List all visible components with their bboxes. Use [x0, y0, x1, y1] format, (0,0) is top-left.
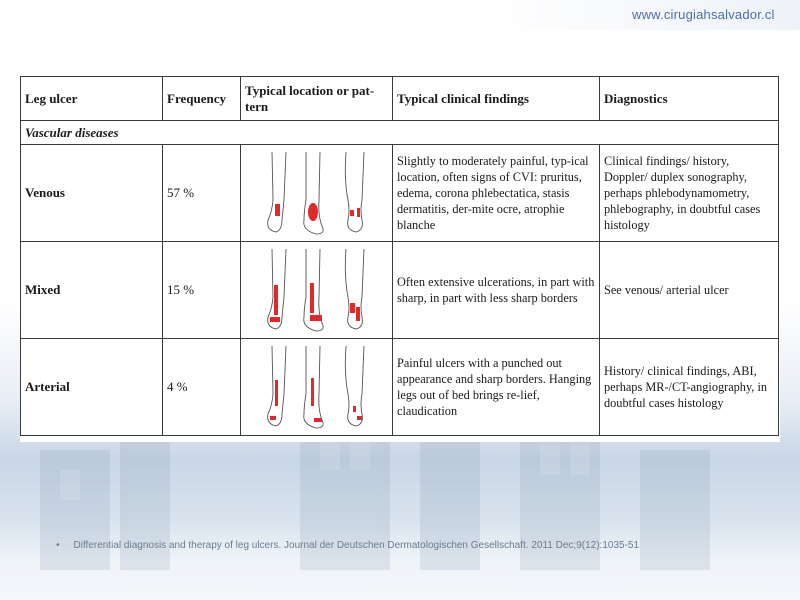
reference-text: Differential diagnosis and therapy of leg ulcers. Journal der Deutschen Dermatologischen Gesellschaft. 2011 Dec;9(12):1035-51 [73, 540, 640, 551]
leg-ulcer-table [20, 76, 779, 436]
header-diagnostics: Diagnostics [600, 77, 779, 121]
findings-cell: Painful ulcers with a punched out appearance and sharp borders. Hanging legs out of bed brings re-lief, claudication [393, 339, 600, 436]
disease-cell: Venous [21, 145, 163, 242]
section-row [21, 121, 779, 145]
location-cell [241, 145, 393, 242]
header-frequency: Frequency [163, 77, 241, 121]
diagnostics-cell: History/ clinical findings, ABI, perhaps MR-/CT-angiography, in doubtful cases histology [600, 339, 779, 436]
location-cell [241, 339, 393, 436]
table-row [21, 242, 779, 339]
reference-citation [56, 540, 639, 551]
header-location: Typical location or pat-tern [241, 77, 393, 121]
arterial-ulcer-legs-icon [264, 344, 370, 430]
header-leg-ulcer: Leg ulcer [21, 77, 163, 121]
mixed-ulcer-legs-icon [264, 247, 370, 333]
header-clinical-findings: Typical clinical findings [393, 77, 600, 121]
frequency-cell: 57 % [163, 145, 241, 242]
disease-cell: Mixed [21, 242, 163, 339]
table-row [21, 339, 779, 436]
table-row [21, 145, 779, 242]
diagnostics-cell: Clinical findings/ history, Doppler/ duplex sonography, perhaps phlebodynamometry, phlebography, in doubtful cases histology [600, 145, 779, 242]
venous-ulcer-legs-icon [264, 150, 370, 236]
bullet-icon: • [56, 540, 60, 551]
findings-cell: Often extensive ulcerations, in part with sharp, in part with less sharp borders [393, 242, 600, 339]
section-label: Vascular diseases [21, 121, 779, 145]
frequency-cell: 4 % [163, 339, 241, 436]
location-cell [241, 242, 393, 339]
ulcer-table-container [20, 76, 780, 442]
diagnostics-cell: See venous/ arterial ulcer [600, 242, 779, 339]
table-header-row [21, 77, 779, 121]
disease-cell: Arterial [21, 339, 163, 436]
site-url[interactable]: www.cirugiahsalvador.cl [632, 7, 775, 22]
frequency-cell: 15 % [163, 242, 241, 339]
findings-cell: Slightly to moderately painful, typ-ical location, often signs of CVI: pruritus, edema, corona phlebectatica, stasis dermatitis, der-mite ocre, atrophie blanche [393, 145, 600, 242]
